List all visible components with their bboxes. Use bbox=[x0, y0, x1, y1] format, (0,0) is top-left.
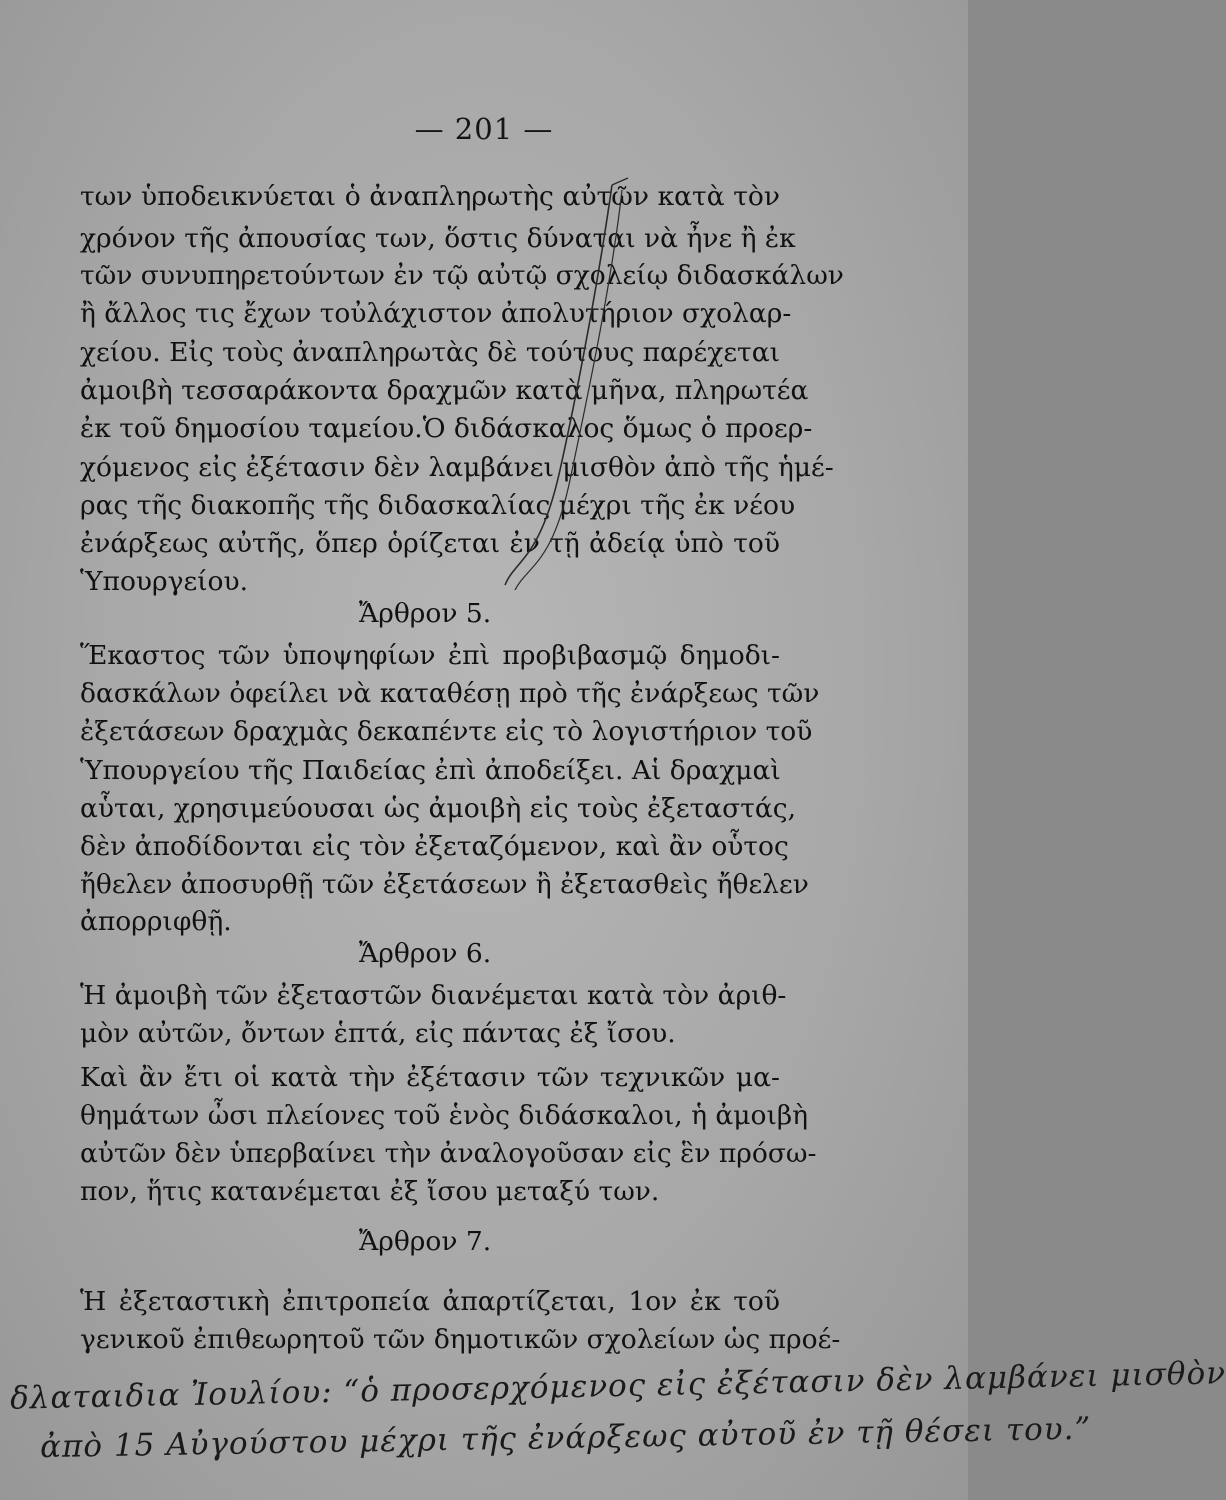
text-line: δὲν ἀποδίδονται εἰς τὸν ἐξεταζόμενον, καὶ ἂν οὗτος bbox=[80, 831, 789, 862]
text-line: ἢ ἄλλος τις ἔχων τοὐλάχιστον ἀπολυτήριον σχολαρ- bbox=[80, 298, 792, 329]
handwritten-note-line: ἀπὸ 15 Αὐγούστου μέχρι τῆς ἐνάρξεως αὐτοῦ ἐν τῇ θέσει του.” bbox=[39, 1410, 1092, 1466]
article-heading: Ἄρθρον 5. bbox=[358, 598, 492, 629]
text-line: χόμενος εἰς ἐξέτασιν δὲν λαμβάνει μισθὸν ἀπὸ τῆς ἡμέ- bbox=[80, 452, 834, 483]
text-line: χείου. Εἰς τοὺς ἀναπληρωτὰς δὲ τούτους παρέχεται bbox=[80, 337, 780, 368]
text-line: γενικοῦ ἐπιθεωρητοῦ τῶν δημοτικῶν σχολείων ὡς προέ- bbox=[80, 1324, 841, 1355]
text-line: αὗται, χρησιμεύουσαι ὡς ἀμοιβὴ εἰς τοὺς ἐξεταστάς, bbox=[80, 793, 797, 824]
text-line: Ἡ ἐξεταστικὴ ἐπιτροπεία ἀπαρτίζεται, 1ον ἐκ τοῦ bbox=[80, 1286, 780, 1317]
text-line: ρας τῆς διακοπῆς τῆς διδασκαλίας μέχρι τῆς ἐκ νέου bbox=[80, 490, 796, 521]
text-line: Ὑπουργείου τῆς Παιδείας ἐπὶ ἀποδείξει. Αἱ δραχμαὶ bbox=[80, 755, 781, 786]
article-heading: Ἄρθρον 7. bbox=[358, 1226, 492, 1257]
text-line: Ἡ ἀμοιβὴ τῶν ἐξεταστῶν διανέμεται κατὰ τὸν ἀριθ- bbox=[80, 980, 787, 1011]
text-line: ἤθελεν ἀποσυρθῇ τῶν ἐξετάσεων ἢ ἐξετασθεὶς ἤθελεν bbox=[80, 869, 809, 900]
text-line: πον, ἥτις κατανέμεται ἐξ ἴσου μεταξύ των. bbox=[80, 1176, 660, 1207]
text-line: ἐκ τοῦ δημοσίου ταμείου.Ὁ διδάσκαλος ὅμως ὁ προερ- bbox=[80, 413, 813, 444]
text-line: Ὑπουργείου. bbox=[80, 566, 249, 597]
text-line: Καὶ ἂν ἔτι οἱ κατὰ τὴν ἐξέτασιν τῶν τεχνικῶν μα- bbox=[80, 1062, 780, 1093]
text-line: ἀμοιβὴ τεσσαράκοντα δραχμῶν κατὰ μῆνα, πληρωτέα bbox=[80, 375, 809, 406]
handwritten-note-line: δλαταιδια Ἰουλίου: “ὁ προσερχόμενος εἰς ἐξέτασιν δὲν λαμβάνει μισθὸν bbox=[9, 1355, 1226, 1417]
text-line: των ὑποδεικνύεται ὁ ἀναπληρωτὴς αὐτῶν κατὰ τὸν bbox=[80, 181, 780, 212]
page-number: — 201 — bbox=[414, 112, 554, 146]
text-line: μὸν αὐτῶν, ὄντων ἑπτά, εἰς πάντας ἐξ ἴσου. bbox=[80, 1018, 676, 1049]
text-line: χρόνον τῆς ἀπουσίας των, ὅστις δύναται νὰ ἦνε ἢ ἐκ bbox=[80, 223, 796, 254]
text-line: ἐξετάσεων δραχμὰς δεκαπέντε εἰς τὸ λογιστήριον τοῦ bbox=[80, 716, 813, 747]
text-line: θημάτων ὦσι πλείονες τοῦ ἑνὸς διδάσκαλοι, ἡ ἀμοιβὴ bbox=[80, 1100, 809, 1131]
text-line: δασκάλων ὀφείλει νὰ καταθέσῃ πρὸ τῆς ἐνάρξεως τῶν bbox=[80, 678, 820, 709]
article-heading: Ἄρθρον 6. bbox=[358, 938, 492, 969]
text-line: ἀπορριφθῇ. bbox=[80, 906, 232, 937]
text-line: Ἕκαστος τῶν ὑποψηφίων ἐπὶ προβιβασμῷ δημοδι- bbox=[80, 640, 780, 671]
text-line: τῶν συνυπηρετούντων ἐν τῷ αὐτῷ σχολείῳ διδασκάλων bbox=[80, 260, 844, 291]
text-line: ἐνάρξεως αὐτῆς, ὅπερ ὁρίζεται ἐν τῇ ἀδείᾳ ὑπὸ τοῦ bbox=[80, 528, 780, 559]
text-line: αὐτῶν δὲν ὑπερβαίνει τὴν ἀναλογοῦσαν εἰς ἓν πρόσω- bbox=[80, 1138, 817, 1169]
